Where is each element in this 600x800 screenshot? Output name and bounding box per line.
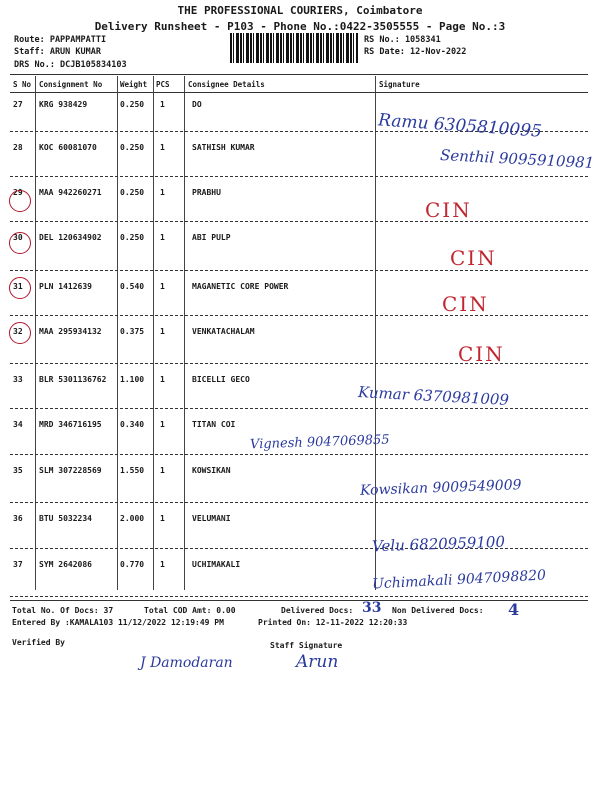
handwritten-signature: Ramu 6305810095 bbox=[377, 110, 543, 142]
drs-number: DRS No.: DCJB105834103 bbox=[14, 60, 127, 70]
row-cell-weight: 0.340 bbox=[120, 420, 145, 429]
row-cell-weight: 1.550 bbox=[120, 466, 145, 475]
row-cell-consignee: PRABHU bbox=[192, 188, 221, 197]
row-cell-consignee: SATHISH KUMAR bbox=[192, 143, 255, 152]
red-circle-mark bbox=[9, 190, 31, 212]
verified-by-signature: J Damodaran bbox=[140, 655, 233, 671]
row-cell-consignment: PLN 1412639 bbox=[39, 282, 92, 291]
col-divider bbox=[35, 76, 36, 590]
handwritten-signature: Uchimakali 9047098820 bbox=[371, 567, 547, 593]
row-cell-consignment: KRG 938429 bbox=[39, 100, 88, 109]
handwritten-signature: Kumar 6370981009 bbox=[357, 383, 510, 409]
row-cell-consignee: TITAN COI bbox=[192, 420, 236, 429]
red-circle-mark bbox=[9, 232, 31, 254]
rs-number: RS No.: 1058341 bbox=[364, 35, 441, 45]
row-cell-consignee: KOWSIKAN bbox=[192, 466, 231, 475]
handwritten-signature: Velu 6820959100 bbox=[371, 532, 506, 556]
row-cell-sno: 29 bbox=[13, 188, 23, 197]
row-cell-consignment: DEL 120634902 bbox=[39, 233, 102, 242]
row-separator bbox=[10, 270, 588, 271]
barcode-image bbox=[230, 33, 358, 63]
handwritten-cin-mark: CIN bbox=[442, 292, 489, 316]
total-docs: Total No. Of Docs: 37 bbox=[12, 606, 114, 615]
row-cell-pcs: 1 bbox=[160, 100, 165, 109]
row-cell-consignment: KOC 60081070 bbox=[39, 143, 97, 152]
entered-by: Entered By :KAMALA103 11/12/2022 12:19:49 PM bbox=[12, 618, 224, 627]
row-cell-sno: 36 bbox=[13, 514, 23, 523]
row-cell-consignee: UCHIMAKALI bbox=[192, 560, 241, 569]
row-separator bbox=[10, 596, 588, 597]
row-cell-pcs: 1 bbox=[160, 233, 165, 242]
col-header-consignee: Consignee Details bbox=[188, 80, 265, 89]
row-cell-pcs: 1 bbox=[160, 143, 165, 152]
handwritten-cin-mark: CIN bbox=[458, 342, 505, 366]
row-cell-pcs: 1 bbox=[160, 560, 165, 569]
row-cell-weight: 0.540 bbox=[120, 282, 145, 291]
red-circle-mark bbox=[9, 322, 31, 344]
handwritten-cin-mark: CIN bbox=[425, 198, 472, 222]
row-cell-consignment: MAA 295934132 bbox=[39, 327, 102, 336]
row-cell-weight: 0.250 bbox=[120, 233, 145, 242]
handwritten-signature: Kowsikan 9009549009 bbox=[359, 477, 522, 499]
verified-by-label: Verified By bbox=[12, 638, 65, 647]
row-cell-weight: 0.250 bbox=[120, 100, 145, 109]
document-title: THE PROFESSIONAL COURIERS, Coimbatore bbox=[177, 4, 423, 17]
col-header-consignment: Consignment No bbox=[39, 80, 103, 89]
row-separator bbox=[10, 221, 588, 222]
row-cell-consignment: MRD 346716195 bbox=[39, 420, 102, 429]
row-cell-weight: 2.000 bbox=[120, 514, 145, 523]
row-cell-consignment: BTU 5032234 bbox=[39, 514, 92, 523]
row-cell-sno: 37 bbox=[13, 560, 23, 569]
staff-signature-label: Staff Signature bbox=[270, 641, 343, 650]
row-cell-weight: 0.250 bbox=[120, 143, 145, 152]
row-cell-consignee: DO bbox=[192, 100, 202, 109]
row-separator bbox=[10, 315, 588, 316]
row-cell-sno: 30 bbox=[13, 233, 23, 242]
row-cell-consignment: SYM 2642086 bbox=[39, 560, 92, 569]
col-divider bbox=[117, 76, 118, 590]
col-divider bbox=[375, 76, 376, 590]
handwritten-signature: Vignesh 9047069855 bbox=[249, 432, 390, 453]
col-divider bbox=[184, 76, 185, 590]
col-header-pcs: PCS bbox=[156, 80, 170, 89]
row-cell-weight: 0.770 bbox=[120, 560, 145, 569]
row-cell-sno: 28 bbox=[13, 143, 23, 152]
row-cell-weight: 1.100 bbox=[120, 375, 145, 384]
row-cell-sno: 31 bbox=[13, 282, 23, 291]
printed-on: Printed On: 12-11-2022 12:20:33 bbox=[258, 618, 408, 627]
row-cell-weight: 0.375 bbox=[120, 327, 145, 336]
red-circle-mark bbox=[9, 277, 31, 299]
rs-date: RS Date: 12-Nov-2022 bbox=[364, 47, 467, 57]
row-cell-consignee: VENKATACHALAM bbox=[192, 327, 255, 336]
staff-signature: Arun bbox=[296, 652, 339, 672]
handwritten-signature: Senthil 9095910981 bbox=[439, 145, 595, 173]
row-cell-sno: 34 bbox=[13, 420, 23, 429]
row-cell-pcs: 1 bbox=[160, 375, 165, 384]
row-cell-pcs: 1 bbox=[160, 282, 165, 291]
col-divider bbox=[153, 76, 154, 590]
row-cell-pcs: 1 bbox=[160, 420, 165, 429]
row-separator bbox=[10, 176, 588, 177]
row-cell-consignment: SLM 307228569 bbox=[39, 466, 102, 475]
row-cell-consignee: BICELLI GECO bbox=[192, 375, 250, 384]
row-cell-pcs: 1 bbox=[160, 327, 165, 336]
staff-label: Staff: ARUN KUMAR bbox=[14, 47, 101, 57]
total-cod-amount: Total COD Amt: 0.00 bbox=[144, 606, 236, 615]
row-separator bbox=[10, 502, 588, 503]
row-cell-consignment: BLR 5301136762 bbox=[39, 375, 107, 384]
col-header-sno: S No bbox=[13, 80, 32, 89]
row-cell-consignee: MAGANETIC CORE POWER bbox=[192, 282, 289, 291]
row-cell-pcs: 1 bbox=[160, 188, 165, 197]
delivered-docs-value: 33 bbox=[362, 600, 382, 616]
row-cell-weight: 0.250 bbox=[120, 188, 145, 197]
row-cell-consignment: MAA 942260271 bbox=[39, 188, 102, 197]
row-cell-consignee: ABI PULP bbox=[192, 233, 231, 242]
non-delivered-docs-label: Non Delivered Docs: bbox=[392, 606, 484, 615]
handwritten-cin-mark: CIN bbox=[450, 246, 497, 270]
table-header-border bbox=[10, 92, 588, 93]
row-cell-pcs: 1 bbox=[160, 514, 165, 523]
row-cell-sno: 35 bbox=[13, 466, 23, 475]
col-header-signature: Signature bbox=[379, 80, 420, 89]
table-top-border bbox=[10, 74, 588, 75]
row-cell-sno: 32 bbox=[13, 327, 23, 336]
route-label: Route: PAPPAMPATTI bbox=[14, 35, 107, 45]
col-header-weight: Weight bbox=[120, 80, 148, 89]
document-subtitle: Delivery Runsheet - P103 - Phone No.:0422-3505555 - Page No.:3 bbox=[94, 20, 506, 33]
row-cell-pcs: 1 bbox=[160, 466, 165, 475]
row-cell-sno: 27 bbox=[13, 100, 23, 109]
row-separator bbox=[10, 454, 588, 455]
table-bottom-border bbox=[10, 600, 588, 601]
non-delivered-docs-value: 4 bbox=[508, 600, 520, 619]
row-cell-consignee: VELUMANI bbox=[192, 514, 231, 523]
row-cell-sno: 33 bbox=[13, 375, 23, 384]
delivered-docs-label: Delivered Docs: bbox=[281, 606, 354, 615]
